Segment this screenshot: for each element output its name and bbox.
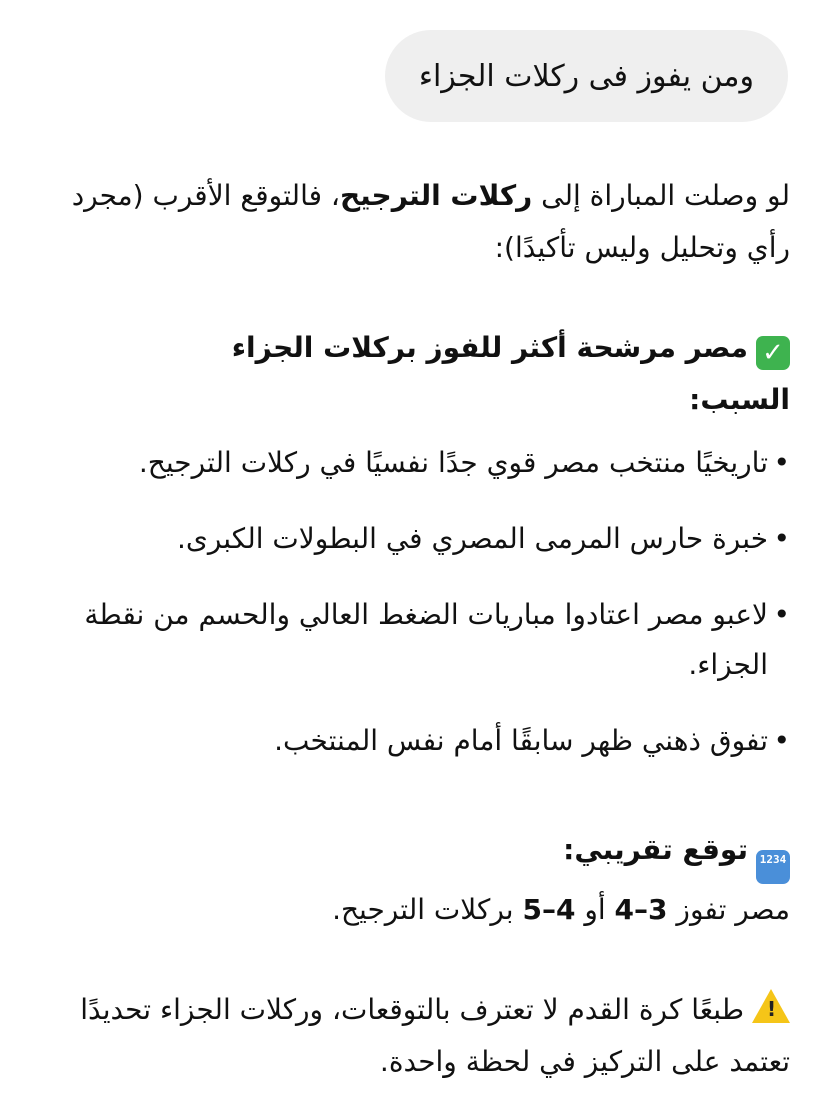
reason-text: تاريخيًا منتخب مصر قوي جدًا نفسيًا في ركلات الترجيح. <box>138 446 768 479</box>
reason-text: تفوق ذهني ظهر سابقًا أمام نفس المنتخب. <box>274 724 768 757</box>
user-message-text: ومن يفوز فى ركلات الجزاء <box>418 58 754 94</box>
bullet-marker: • <box>773 724 790 757</box>
intro-text-start: لو وصلت المباراة إلى <box>532 179 790 212</box>
prediction-label: توقع تقريبي: <box>563 833 748 866</box>
score-suffix: بركلات الترجيح. <box>332 893 523 926</box>
intro-text-end: ، فالتوقع الأقرب (مجرد رأي وتحليل وليس تأكيدًا): <box>71 179 790 264</box>
verdict-text: مصر مرشحة أكثر للفوز بركلات الجزاء <box>231 331 748 364</box>
verdict-line <box>38 322 790 374</box>
list-item <box>38 438 790 488</box>
user-message-bubble[interactable] <box>385 30 788 122</box>
bullet-marker: • <box>773 446 790 479</box>
bullet-marker: • <box>773 522 790 555</box>
list-item <box>38 590 790 690</box>
bullet-marker: • <box>773 598 790 631</box>
reason-label: السبب: <box>689 383 790 416</box>
reason-text: خبرة حارس المرمى المصري في البطولات الكبرى. <box>177 522 768 555</box>
prediction-heading <box>38 824 790 884</box>
list-item <box>38 514 790 564</box>
score-prefix: مصر تفوز <box>667 893 790 926</box>
input-numbers-icon: 1234 <box>756 850 790 884</box>
check-mark-button-icon: ✓ <box>756 336 790 370</box>
score-separator: أو <box>575 893 615 926</box>
assistant-reply <box>38 170 790 1088</box>
warning-icon: ! <box>752 989 790 1023</box>
score-option-a: 4–3 <box>614 893 668 926</box>
reply-intro <box>38 170 790 274</box>
score-option-b: 5–4 <box>522 893 576 926</box>
reasons-list <box>38 438 790 766</box>
reason-text: لاعبو مصر اعتادوا مباريات الضغط العالي والحسم من نقطة الجزاء. <box>84 598 768 681</box>
warning-note <box>38 984 790 1088</box>
intro-text-bold: ركلات الترجيح <box>339 179 533 212</box>
list-item <box>38 716 790 766</box>
prediction-score <box>38 884 790 936</box>
warning-text: طبعًا كرة القدم لا تعترف بالتوقعات، وركلات الجزاء تحديدًا تعتمد على التركيز في لحظة واحدة. <box>80 993 790 1078</box>
